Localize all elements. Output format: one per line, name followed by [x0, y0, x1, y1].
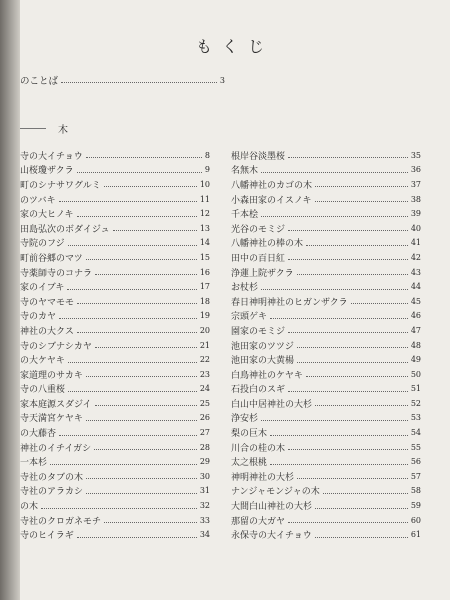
intro-entry-page: 3: [219, 75, 225, 85]
toc-entry-page: 29: [199, 457, 210, 467]
toc-entry: [231, 192, 421, 207]
toc-entry-title: 八幡神社の棒の木: [231, 239, 304, 250]
leader-dots: [77, 331, 197, 333]
leader-dots: [323, 492, 408, 494]
leader-dots: [288, 521, 408, 523]
toc-entry-page: 23: [199, 369, 210, 379]
toc-entry: [20, 221, 210, 236]
toc-entry-title: 家道理のサカキ: [20, 370, 83, 381]
toc-entry-title: 家の大ヒノキ: [20, 210, 74, 221]
leader-dots: [297, 477, 408, 479]
toc-entry: [20, 265, 210, 280]
toc-entry-title: 光谷のモミジ: [231, 224, 286, 235]
toc-entry: [20, 498, 210, 513]
section-rule: [20, 128, 46, 129]
toc-entry: [20, 250, 210, 265]
leader-dots: [261, 215, 408, 217]
toc-entry: [231, 279, 421, 294]
leader-dots: [297, 273, 408, 275]
leader-dots: [59, 434, 197, 436]
toc-entry: [231, 163, 421, 178]
toc-entry: [231, 294, 421, 309]
leader-dots: [288, 390, 408, 392]
toc-entry: [231, 236, 421, 251]
toc-entry-title: 梨の巨木: [231, 429, 268, 440]
toc-entry-page: 31: [199, 486, 210, 496]
toc-entry-page: 14: [199, 238, 210, 248]
toc-entry-page: 9: [204, 165, 210, 175]
toc-entry-title: 田島弘次のボダイジュ: [20, 224, 110, 235]
toc-entry: [231, 469, 421, 484]
leader-dots: [77, 302, 197, 304]
toc-entry-title: 寺の八重桜: [20, 385, 66, 396]
leader-dots: [86, 258, 197, 260]
toc-entry-title: 川合の桂の木: [231, 443, 286, 454]
toc-entry: [20, 163, 210, 178]
toc-entry: [231, 177, 421, 192]
toc-entry-title: 白鳥神社のケヤキ: [231, 370, 303, 381]
toc-entry-page: 32: [199, 501, 210, 511]
toc-entry-page: 49: [410, 355, 421, 365]
toc-entry-page: 57: [410, 471, 421, 481]
toc-entry-title: 寺院のフジ: [20, 239, 65, 250]
toc-entry-page: 17: [199, 282, 210, 292]
toc-entry-title: 寺の大イチョウ: [20, 151, 83, 162]
toc-entry-page: 13: [199, 223, 210, 233]
leader-dots: [113, 229, 197, 231]
toc-entry-title: 小森田家のイスノキ: [231, 195, 312, 206]
leader-dots: [104, 521, 197, 523]
toc-entry: [20, 352, 210, 367]
toc-entry-page: 52: [410, 398, 421, 408]
toc-entry-page: 11: [199, 194, 210, 204]
leader-dots: [95, 273, 197, 275]
toc-entry-page: 39: [410, 209, 421, 219]
leader-dots: [288, 229, 408, 231]
intro-entry-title: のことば: [20, 76, 59, 87]
toc-entry-title: 那留の大ガヤ: [231, 516, 286, 527]
leader-dots: [288, 258, 408, 260]
toc-entry-title: 根岸谷淡墨桜: [231, 151, 286, 162]
section-heading: [20, 120, 170, 136]
toc-entry-title: 寺天満宮ケヤキ: [20, 414, 83, 425]
leader-dots: [315, 507, 408, 509]
toc-entry-page: 21: [199, 340, 210, 350]
leader-dots: [86, 375, 197, 377]
intro-entry: [20, 73, 225, 87]
toc-entry-page: 30: [199, 471, 210, 481]
leader-dots: [50, 463, 197, 465]
leader-dots: [86, 419, 197, 421]
leader-dots: [104, 185, 197, 187]
toc-entry-title: 寺のヤマモモ: [20, 297, 75, 308]
leader-dots: [315, 404, 408, 406]
leader-dots: [59, 200, 197, 202]
toc-entry-title: 家本庭源スダジイ: [20, 399, 92, 410]
leader-dots: [261, 171, 408, 173]
toc-entry-page: 10: [199, 179, 210, 189]
toc-entry: [20, 279, 210, 294]
toc-entry: [20, 367, 210, 382]
toc-entry: [20, 338, 210, 353]
toc-entry-title: の木: [20, 502, 39, 513]
toc-entry-page: 42: [410, 252, 421, 262]
toc-entry-title: 永保寺の大イチョウ: [231, 531, 312, 542]
toc-entry-page: 58: [410, 486, 421, 496]
toc-entry: [231, 367, 421, 382]
toc-entry: [20, 309, 210, 324]
toc-entry-page: 37: [410, 179, 421, 189]
toc-entry-page: 20: [199, 325, 210, 335]
book-gutter: [0, 0, 20, 600]
leader-dots: [94, 448, 197, 450]
toc-entry-page: 41: [410, 238, 421, 248]
leader-dots: [67, 288, 196, 290]
toc-entry-page: 33: [199, 515, 210, 525]
toc-entry: [231, 527, 421, 542]
leader-dots: [315, 536, 408, 538]
leader-dots: [41, 507, 197, 509]
toc-page: [20, 0, 450, 600]
toc-entry: [231, 352, 421, 367]
toc-entry-page: 46: [410, 311, 421, 321]
toc-entry: [231, 498, 421, 513]
toc-entry-page: 22: [199, 355, 210, 365]
toc-entry-title: の大藤杏: [20, 429, 57, 440]
toc-entry: [20, 411, 210, 426]
toc-entry-page: 24: [199, 384, 210, 394]
toc-entry: [231, 396, 421, 411]
section-label: 木: [58, 125, 68, 136]
page-title: もくじ: [195, 37, 274, 56]
toc-entry-title: 寺のヒイラギ: [20, 531, 74, 542]
leader-dots: [261, 288, 408, 290]
toc-entry-title: ナンジャモンジャの木: [231, 487, 320, 498]
toc-entry-page: 60: [410, 515, 421, 525]
toc-entry-page: 36: [410, 165, 421, 175]
toc-entry: [20, 484, 210, 499]
toc-entry-title: 名無木: [231, 166, 259, 177]
leader-dots: [95, 346, 197, 348]
toc-entry-title: 寺社のアラカシ: [20, 487, 84, 498]
toc-entry-page: 35: [410, 150, 421, 160]
toc-entry: [231, 425, 421, 440]
toc-entry: [231, 309, 421, 324]
toc-entry-page: 48: [410, 340, 421, 350]
toc-column-right: [231, 148, 421, 542]
leader-dots: [68, 361, 197, 363]
toc-entry-title: 八幡神社のカゴの木: [231, 180, 313, 191]
leader-dots: [86, 156, 202, 158]
toc-entry: [231, 484, 421, 499]
leader-dots: [306, 244, 408, 246]
toc-entry-page: 61: [410, 530, 421, 540]
toc-entry-page: 50: [410, 369, 421, 379]
toc-entry: [20, 396, 210, 411]
toc-entry-title: 神社のイチイガシ: [20, 443, 92, 454]
toc-entry-title: 寺薬師寺のコナラ: [20, 268, 93, 279]
toc-entry-page: 55: [410, 442, 421, 452]
leader-dots: [270, 434, 408, 436]
toc-entry: [231, 323, 421, 338]
toc-entry: [20, 148, 210, 163]
toc-entry-page: 28: [199, 442, 210, 452]
toc-entry-title: 園家のモミジ: [231, 326, 286, 337]
leader-dots: [351, 302, 408, 304]
toc-entry: [20, 440, 210, 455]
leader-dots: [68, 390, 197, 392]
toc-entry: [20, 513, 210, 528]
leader-dots: [68, 244, 197, 246]
toc-entry-title: 寺社のタブの木: [20, 472, 84, 483]
leader-dots: [270, 463, 408, 465]
toc-entry-title: 春日神明神社のヒガンザクラ: [231, 297, 348, 308]
toc-entry-page: 12: [199, 209, 210, 219]
leader-dots: [315, 185, 408, 187]
toc-entry: [231, 411, 421, 426]
leader-dots: [86, 477, 197, 479]
toc-entry: [20, 236, 210, 251]
toc-entry: [20, 527, 210, 542]
toc-entry-page: 25: [199, 398, 210, 408]
leader-dots: [288, 331, 408, 333]
toc-entry-page: 18: [199, 296, 210, 306]
toc-entry: [20, 294, 210, 309]
leader-dots: [297, 346, 408, 348]
toc-entry-title: 寺のカヤ: [20, 312, 57, 323]
leader-dots: [297, 361, 408, 363]
toc-entry-title: 千本桧: [231, 210, 259, 221]
toc-entry-title: 一本杉: [20, 458, 48, 469]
toc-entry: [20, 382, 210, 397]
toc-entry-page: 47: [410, 325, 421, 335]
leader-dots: [77, 215, 197, 217]
toc-entry: [20, 206, 210, 221]
toc-entry: [20, 192, 210, 207]
toc-entry-title: 浄安杉: [231, 414, 259, 425]
leader-dots: [77, 171, 202, 173]
toc-entry: [20, 469, 210, 484]
leader-dots: [86, 492, 197, 494]
toc-entry-title: 池田家の大黄楊: [231, 356, 295, 367]
toc-entry-page: 43: [410, 267, 421, 277]
leader-dots: [95, 404, 197, 406]
toc-entry-page: 56: [410, 457, 421, 467]
toc-entry-title: 浄蓮上院ザクラ: [231, 268, 294, 279]
toc-entry: [20, 177, 210, 192]
toc-entry-page: 19: [199, 311, 210, 321]
toc-column-left: [20, 148, 210, 542]
toc-entry-page: 16: [199, 267, 210, 277]
leader-dots: [288, 448, 408, 450]
leader-dots: [261, 419, 408, 421]
leader-dots: [270, 317, 408, 319]
toc-entry-page: 38: [410, 194, 421, 204]
toc-entry-title: 石投白のスギ: [231, 385, 286, 396]
toc-entry-page: 53: [410, 413, 421, 423]
toc-entry-page: 8: [204, 150, 210, 160]
leader-dots: [315, 200, 408, 202]
toc-entry: [231, 382, 421, 397]
toc-entry-title: のツバキ: [20, 195, 56, 206]
toc-entry-page: 45: [410, 296, 421, 306]
toc-entry-page: 59: [410, 501, 421, 511]
toc-entry-title: 寺社のクロガネモチ: [20, 516, 102, 527]
toc-entry-page: 27: [199, 428, 210, 438]
toc-entry-page: 15: [199, 252, 210, 262]
leader-dots: [59, 317, 197, 319]
leader-dots: [61, 82, 217, 83]
toc-entry-page: 40: [410, 223, 421, 233]
toc-entry: [20, 425, 210, 440]
leader-dots: [77, 536, 197, 538]
toc-entry-title: 宗頭ゲキ: [231, 312, 268, 323]
toc-entry-title: 山桜瓊ザクラ: [20, 166, 74, 177]
toc-entry-title: 神明神社の大杉: [231, 472, 295, 483]
toc-entry-page: 44: [410, 282, 421, 292]
toc-entry: [20, 454, 210, 469]
toc-entry-title: 池田家のツツジ: [231, 341, 294, 352]
toc-entry-title: 田中の百日紅: [231, 253, 286, 264]
toc-entry-title: の大ケヤキ: [20, 356, 65, 367]
toc-entry: [231, 454, 421, 469]
toc-entry-title: 大間白山神社の大杉: [231, 502, 313, 513]
toc-entry: [231, 440, 421, 455]
toc-entry-title: 家のイブキ: [20, 283, 65, 294]
toc-entry-page: 26: [199, 413, 210, 423]
toc-entry-title: 寺のシブナシカヤ: [20, 341, 92, 352]
toc-entry: [231, 265, 421, 280]
toc-entry: [20, 323, 210, 338]
toc-entry-page: 34: [199, 530, 210, 540]
toc-entry-page: 51: [410, 384, 421, 394]
toc-entry-title: 町前谷郷のマツ: [20, 253, 83, 264]
toc-entry: [231, 206, 421, 221]
toc-entry-page: 54: [410, 428, 421, 438]
toc-entry: [231, 250, 421, 265]
toc-entry-title: 町のシナサワグルミ: [20, 180, 101, 191]
toc-entry-title: 白山中居神社の大杉: [231, 399, 313, 410]
leader-dots: [288, 156, 408, 158]
toc-entry-title: 太之根桃: [231, 458, 268, 469]
toc-entry: [231, 513, 421, 528]
toc-entry: [231, 221, 421, 236]
toc-entry-title: 神社の大クス: [20, 326, 74, 337]
toc-entry: [231, 148, 421, 163]
toc-entry: [231, 338, 421, 353]
leader-dots: [306, 375, 408, 377]
toc-entry-title: お杖杉: [231, 283, 259, 294]
